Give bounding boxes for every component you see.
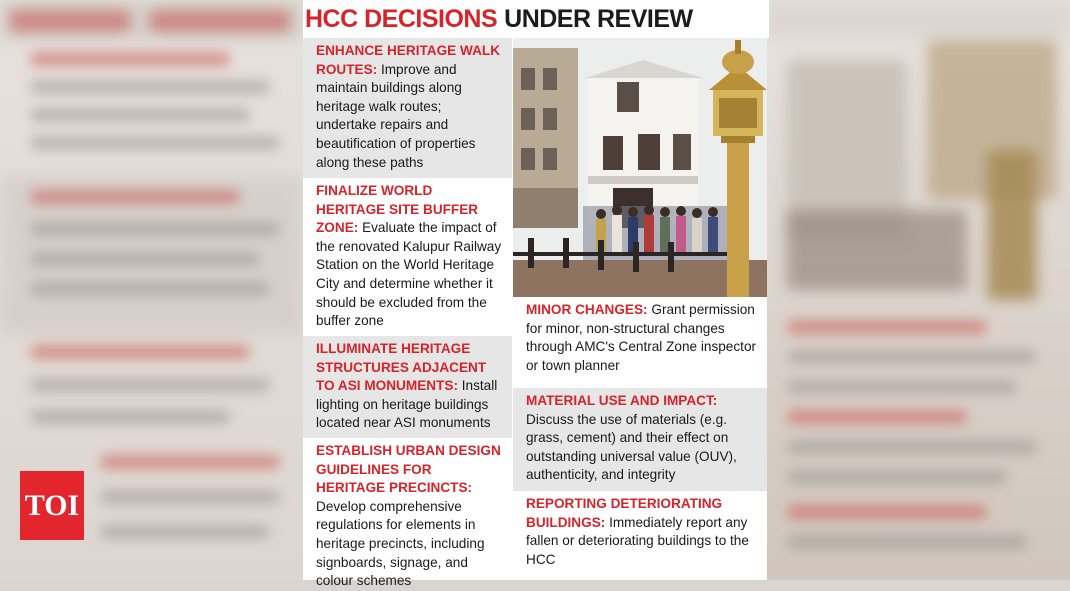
decision-item bbox=[303, 438, 512, 589]
left-column bbox=[303, 38, 512, 589]
decision-heading: FINALIZE WORLD HERITAGE SITE BUFFER ZONE: bbox=[316, 183, 479, 236]
heritage-street-illustration bbox=[513, 38, 767, 297]
decision-item bbox=[513, 297, 767, 388]
decision-text: Evaluate the impact of the renovated Kalupur Railway Station on the World Heritage City and determine whether it should be excluded from the buffer zone bbox=[316, 220, 502, 329]
decision-item bbox=[303, 336, 512, 438]
decision-heading: ENHANCE HERITAGE WALK ROUTES: bbox=[316, 43, 501, 77]
decision-text: Develop comprehensive regulations for elements in heritage precincts, including signboards, signage, and colour schemes bbox=[316, 498, 485, 589]
title-dark: UNDER REVIEW bbox=[504, 4, 693, 33]
decision-heading: MATERIAL USE AND IMPACT: bbox=[526, 393, 718, 408]
decision-text: Immediately report any fallen or deteriorating buildings to the HCC bbox=[526, 514, 749, 567]
infographic-title bbox=[303, 0, 769, 38]
toi-logo-text: TOI bbox=[24, 488, 80, 522]
decision-text: Improve and maintain buildings along heritage walk routes; undertake repairs and beautification of properties along these paths bbox=[316, 61, 476, 170]
decision-heading: ESTABLISH URBAN DESIGN GUIDELINES FOR HERITAGE PRECINCTS: bbox=[316, 443, 501, 496]
toi-logo[interactable] bbox=[20, 471, 84, 540]
decision-item bbox=[513, 388, 767, 491]
decision-item bbox=[303, 38, 512, 178]
decision-text: Install lighting on heritage buildings located near ASI monuments bbox=[316, 378, 498, 431]
blurred-background-right bbox=[767, 0, 1070, 580]
decision-heading: REPORTING DETERIORATING BUILDINGS: bbox=[526, 496, 723, 530]
title-red: HCC DECISIONS bbox=[305, 4, 498, 33]
decision-heading: MINOR CHANGES: bbox=[526, 302, 648, 317]
heritage-photo bbox=[513, 38, 767, 297]
decision-heading: ILLUMINATE HERITAGE STRUCTURES ADJACENT TO ASI MONUMENTS: bbox=[316, 341, 487, 394]
decision-text: Discuss the use of materials (e.g. grass, cement) and their effect on outstanding universal value (OUV), authenticity, and integrity bbox=[526, 411, 737, 483]
right-column bbox=[513, 297, 767, 580]
decision-text: Grant permission for minor, non-structural changes through AMC's Central Zone inspector or town planner bbox=[526, 302, 757, 373]
decision-item bbox=[303, 178, 512, 336]
decision-item bbox=[513, 491, 767, 580]
infographic-card bbox=[303, 0, 767, 589]
